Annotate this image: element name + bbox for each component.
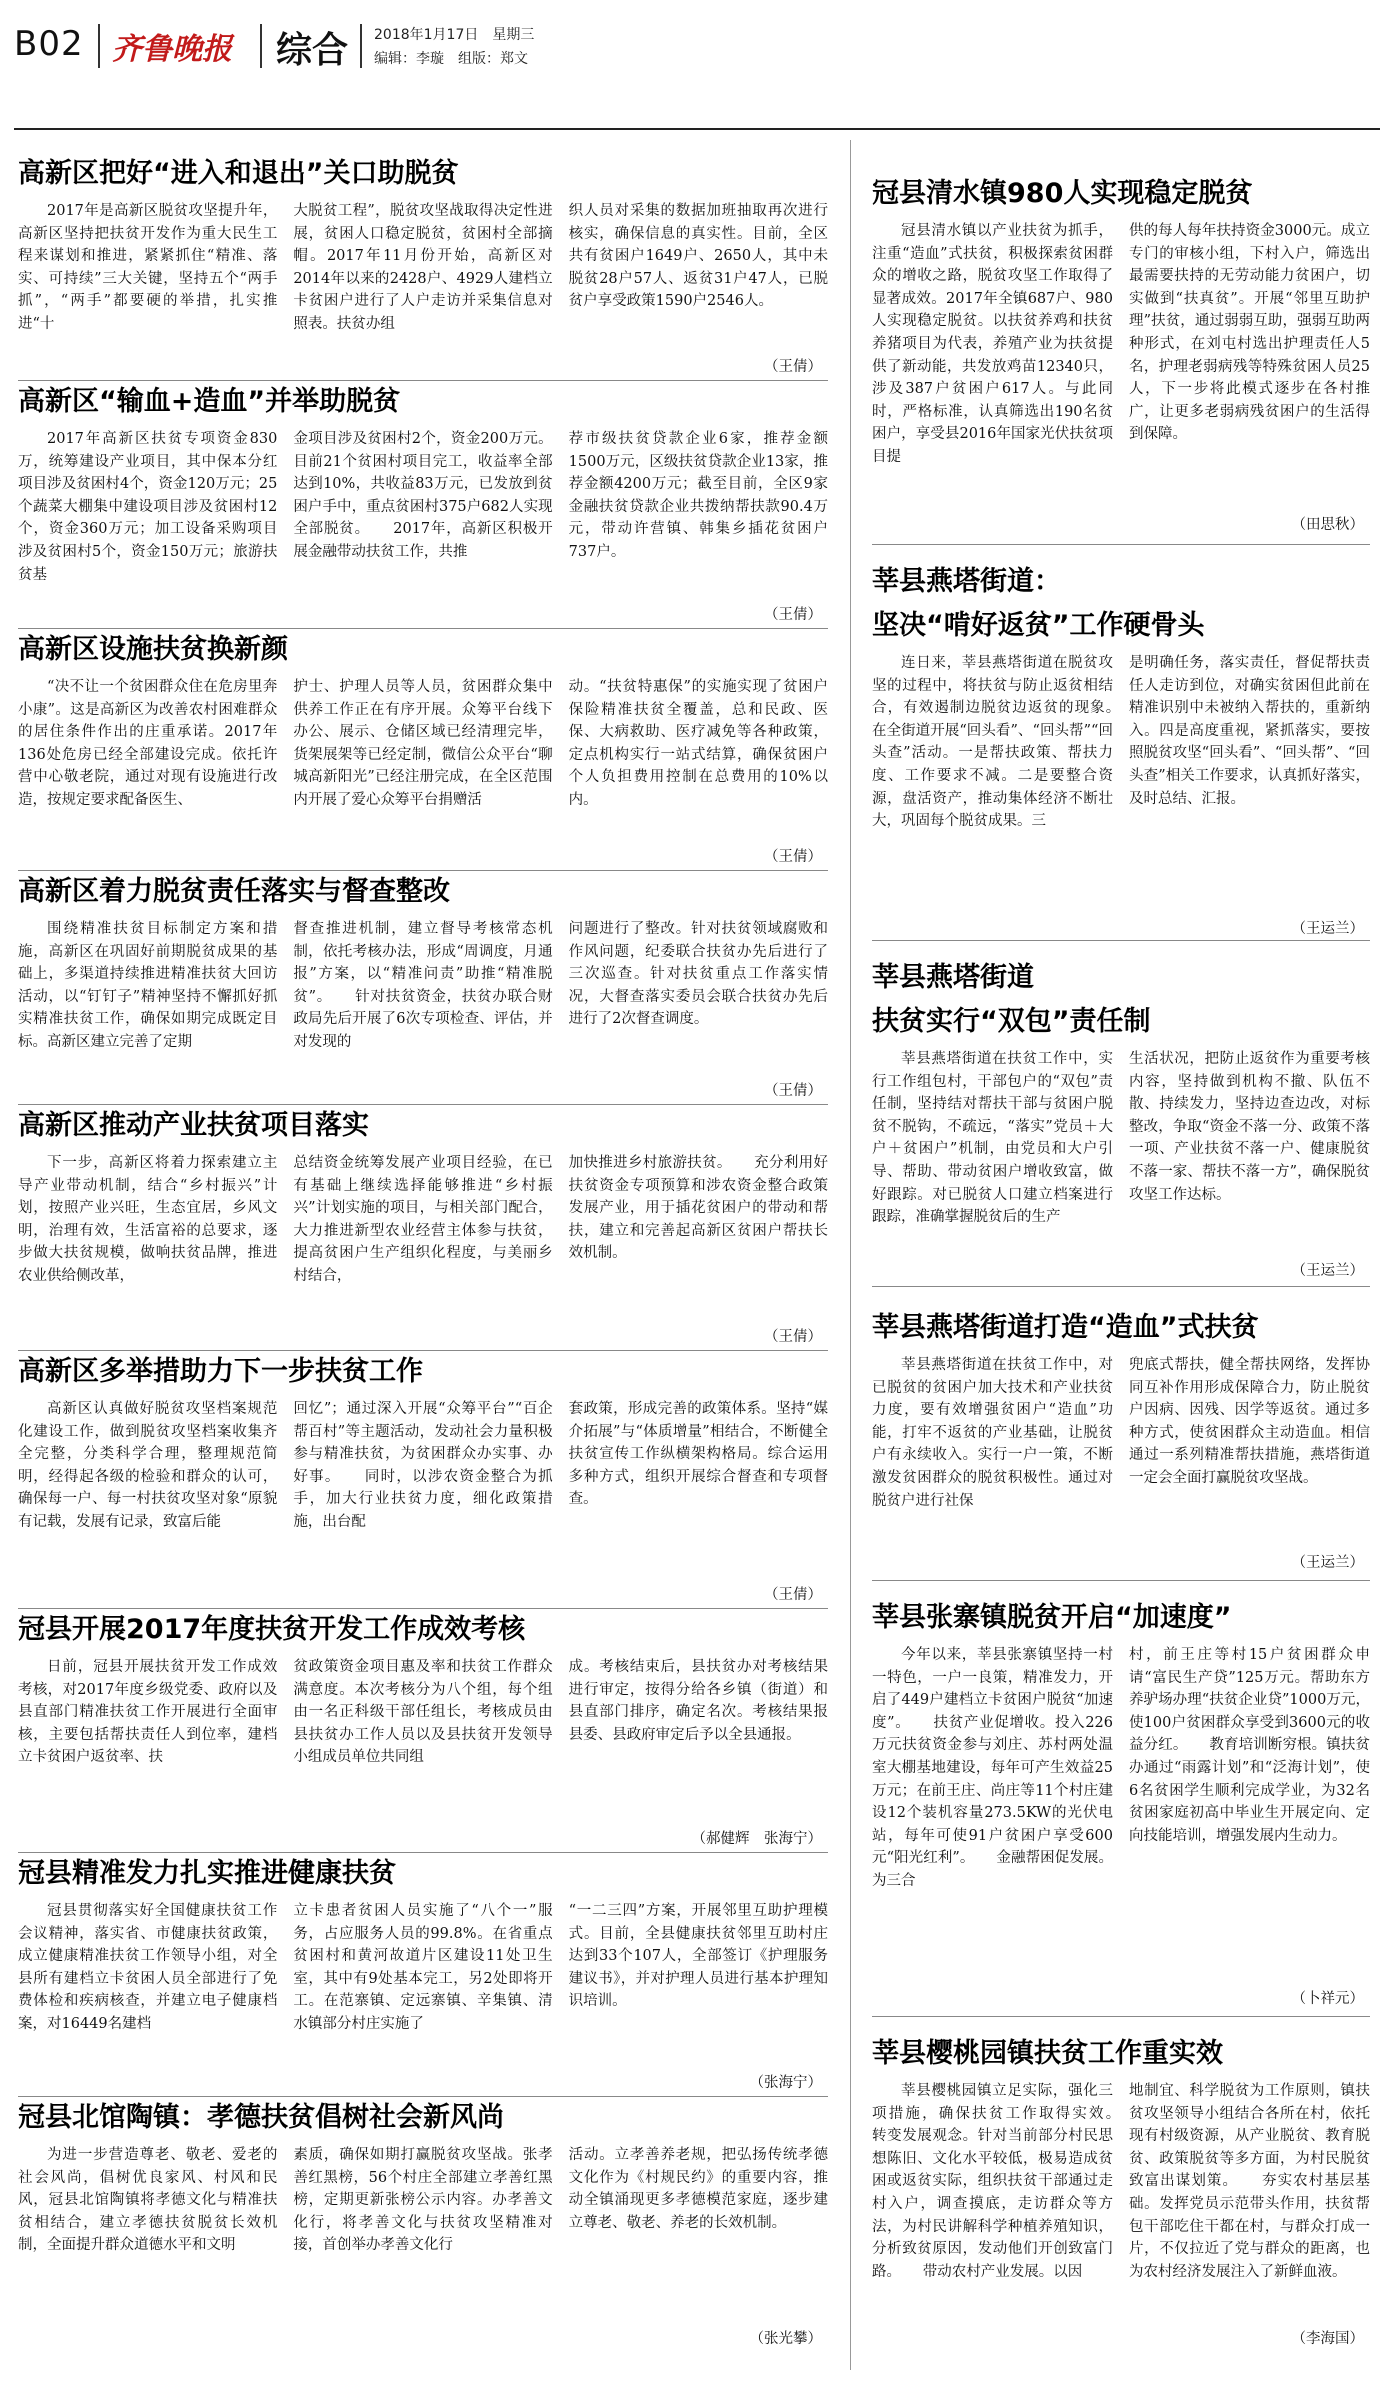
article-author: （李海国） xyxy=(1286,2328,1365,2350)
article-title: 高新区多举措助力下一步扶贫工作 xyxy=(18,1356,423,1387)
article-divider xyxy=(872,1286,1370,1287)
article-column: 护士、护理人员等人员，贫困群众集中供养工作正在有序开展。众筹平台线下办公、展示、仓储区域已经清理完毕，货架展架等已经定制，微信公众平台“聊城高新阳光”已经注册完成，在全区范围内开展了爱心众筹平台捐赠活 xyxy=(293,679,553,808)
article-title: 莘县燕塔街道打造“造血”式扶贫 xyxy=(872,1312,1259,1343)
article-author: （王运兰） xyxy=(1286,918,1365,940)
article-body xyxy=(18,200,828,376)
article xyxy=(18,1354,828,1606)
article-column: 金项目涉及贫困村2个，资金200万元。目前21个贫困村项目完工，收益率全部达到10%，共收益83万元，已发放到贫困户手中，重点贫困村375户682人实现全部脱贫。 2017年，高新区积极开展金融带动扶贫工作，共推 xyxy=(293,431,553,560)
article xyxy=(872,960,1370,1282)
article-divider xyxy=(18,628,828,629)
article xyxy=(18,632,828,868)
article-author: （郝健辉 张海宁） xyxy=(686,1828,823,1850)
article-title: 冠县清水镇980人实现稳定脱贫 xyxy=(872,178,1253,209)
article-title: 莘县樱桃园镇扶贫工作重实效 xyxy=(872,2038,1223,2069)
article xyxy=(18,156,828,378)
article-author: （王倩） xyxy=(758,1326,822,1348)
article-title: 莘县燕塔街道： xyxy=(872,566,1061,597)
article xyxy=(18,2100,828,2350)
article-column: 今年以来，莘县张寨镇坚持一村一特色，一户一良策，精准发力，开启了449户建档立卡贫困户脱贫“加速度”。 扶贫产业促增收。投入226万元扶贫资金参与刘庄、苏村两处温室大棚基地建设，每年可产生效益25万元；在前王庄、尚庄等11个村庄建设12个装机容量273.5KW的光伏电站，每年可使91户贫困户享受600元“阳光红利”。 金融帮困促发展。为三合 xyxy=(872,1647,1113,1889)
article-subtitle: 坚决“啃好返贫”工作硬骨头 xyxy=(872,610,1205,641)
article-author: （卜祥元） xyxy=(1286,1988,1365,2010)
article-column: 问题进行了整改。针对扶贫领域腐败和作风问题，纪委联合扶贫办先后进行了三次巡查。针对扶贫重点工作落实情况，大督查落实委员会联合扶贫办先后进行了2次督查调度。 xyxy=(568,921,828,1028)
article-body xyxy=(18,2144,828,2348)
article-author: （王倩） xyxy=(758,846,822,868)
brand-logo: 齐鲁晚报 xyxy=(112,32,232,67)
article xyxy=(18,1856,828,2094)
article-column: 织人员对采集的数据加班抽取再次进行核实，确保信息的真实性。目前，全区共有贫困户1649户、2650人，其中未脱贫28户57人、返贫31户47人，已脱贫户享受政策1590户2546人。 xyxy=(568,203,828,310)
article-divider xyxy=(18,1350,828,1351)
article-title: 冠县开展2017年度扶贫开发工作成效考核 xyxy=(18,1614,526,1645)
article-column: 总结资金统筹发展产业项目经验，在已有基础上继续选择能够推进“乡村振兴”计划实施的项目，与相关部门配合，大力推进新型农业经营主体参与扶贫，提高贫困户生产组织化程度，与美丽乡村结合， xyxy=(293,1155,553,1284)
article-column: 套政策，形成完善的政策体系。坚持“媒介拓展”与“体质增量”相结合，不断健全扶贫宣传工作纵横架构格局。综合运用多种方式，组织开展综合督查和专项督查。 xyxy=(568,1401,828,1508)
article-body xyxy=(872,220,1370,534)
article-title: 莘县张寨镇脱贫开启“加速度” xyxy=(872,1602,1232,1633)
article-author: （王运兰） xyxy=(1286,1260,1365,1282)
article-column: “决不让一个贫困群众住在危房里奔小康”。这是高新区为改善农村困难群众的居住条件作出的庄重承诺。2017年136处危房已经全部建设完成。依托许营中心敬老院，通过对现有设施进行改造，按规定要求配备医生、 xyxy=(18,679,278,808)
article-body xyxy=(18,918,828,1100)
article-column: 贫政策资金项目惠及率和扶贫工作群众满意度。本次考核分为八个组，每个组由一名正科级干部任组长，考核成员由县扶贫办工作人员以及县扶贫开发领导小组成员单位共同组 xyxy=(293,1659,553,1766)
article-divider xyxy=(872,544,1370,545)
article-author: （王倩） xyxy=(758,1080,822,1102)
header-separator xyxy=(98,24,100,68)
article xyxy=(872,1310,1370,1574)
article-title: 冠县北馆陶镇：孝德扶贫倡树社会新风尚 xyxy=(18,2102,504,2133)
article-column: 为进一步营造尊老、敬老、爱老的社会风尚，倡树优良家风、村风和民风，冠县北馆陶镇将孝德文化与精准扶贫相结合，建立孝德扶贫脱贫长效机制，全面提升群众道德水平和文明 xyxy=(18,2147,278,2254)
article-author: （张海宁） xyxy=(744,2072,823,2094)
article-divider xyxy=(872,2016,1370,2017)
article xyxy=(18,1108,828,1348)
article-column: 围绕精准扶贫目标制定方案和措施，高新区在巩固好前期脱贫成果的基础上，多渠道持续推进精准扶贫大回访活动，以“钉钉子”精神坚持不懈抓好抓实精准扶贫工作，确保如期完成既定目标。高新区建立完善了定期 xyxy=(18,921,278,1050)
article-column: 冠县清水镇以产业扶贫为抓手，注重“造血”式扶贫，积极探索贫困群众的增收之路，脱贫攻坚工作取得了显著成效。2017年全镇687户、980人实现稳定脱贫。以扶贫养鸡和扶贫养猪项目为代表，养殖产业为扶贫提供了新动能，共发放鸡苗12340只，涉及387户贫困户617人。与此同时，严格标准，认真筛选出190名贫困户，享受县2016年国家光伏扶贫项目提 xyxy=(872,223,1113,465)
article-body xyxy=(872,2080,1370,2348)
article-column: 活动。立孝善养老规，把弘扬传统孝德文化作为《村规民约》的重要内容，推动全镇涌现更多孝德模范家庭，逐步建立尊老、敬老、养老的长效机制。 xyxy=(568,2147,828,2231)
article-divider xyxy=(872,940,1370,941)
article-column: 是明确任务，落实责任，督促帮扶责任人走访到位，对确实贫困但此前在精准识别中未被纳入帮扶的，重新纳入。四是高度重视，紧抓落实，要按照脱贫攻坚“回头看”、“回头帮”、“回头查”相关工作要求，认真抓好落实，及时总结、汇报。 xyxy=(1129,655,1370,807)
article-body xyxy=(872,1354,1370,1572)
article-body xyxy=(18,428,828,624)
article-author: （王倩） xyxy=(758,604,822,626)
article-column: 2017年是高新区脱贫攻坚提升年，高新区坚持把扶贫开发作为重大民生工程来谋划和推进，紧紧抓住“精准、落实、可持续”三大关键，坚持五个“两手抓”，“两手”都要硬的举措，扎实推进“十 xyxy=(18,203,278,332)
article-title: 冠县精准发力扎实推进健康扶贫 xyxy=(18,1858,396,1889)
article-column: 加快推进乡村旅游扶贫。 充分利用好扶贫资金专项预算和涉农资金整合政策发展产业，用于插花贫困户的带动和帮扶，建立和完善起高新区贫困户帮扶长效机制。 xyxy=(568,1155,828,1262)
article-author: （田思秋） xyxy=(1286,514,1365,536)
article-author: （张光攀） xyxy=(744,2328,823,2350)
section-title: 综合 xyxy=(276,30,349,71)
article-author: （王运兰） xyxy=(1286,1552,1365,1574)
article-column: 高新区认真做好脱贫攻坚档案规范化建设工作，做到脱贫攻坚档案收集齐全完整，分类科学合理，整理规范简明，经得起各级的检验和群众的认可，确保每一户、每一村扶贫攻坚对象“原貌有记载，发展有记录，致富后能 xyxy=(18,1401,278,1530)
article-title: 高新区“输血+造血”并举助脱贫 xyxy=(18,386,401,417)
header-separator xyxy=(260,24,262,68)
article-column: 素质，确保如期打赢脱贫攻坚战。张孝善红黑榜，56个村庄全部建立孝善红黑榜，定期更新张榜公示内容。办孝善文化行，将孝善文化与扶贫攻坚精准对接，首创举办孝善文化行 xyxy=(293,2147,553,2254)
article-divider xyxy=(18,380,828,381)
header-separator xyxy=(360,24,362,68)
article xyxy=(872,176,1370,536)
article-body xyxy=(18,1398,828,1604)
header-rule xyxy=(14,128,1380,130)
article-column: 连日来，莘县燕塔街道在脱贫攻坚的过程中，将扶贫与防止返贫相结合，有效遏制边脱贫边返贫的现象。 在全街道开展“回头看”、“回头帮”“回头查”活动。一是帮扶政策、帮扶力度、工作要求不减。二是要整合资源，盘活资产，推动集体经济不断壮大，巩固每个脱贫成果。三 xyxy=(872,655,1113,830)
article-divider xyxy=(18,1608,828,1609)
article-title: 高新区设施扶贫换新颜 xyxy=(18,634,288,665)
article-divider xyxy=(18,1104,828,1105)
article xyxy=(872,2036,1370,2350)
article-body xyxy=(872,652,1370,938)
issue-date: 2018年1月17日 星期三 xyxy=(374,27,535,43)
article xyxy=(872,1600,1370,2010)
column-rule xyxy=(850,140,851,2370)
article-column: 日前，冠县开展扶贫开发工作成效考核，对2017年度乡级党委、政府以及县直部门精准扶贫工作开展进行全面审核，主要包括帮扶责任人到位率，建档立卡贫困户返贫率、扶 xyxy=(18,1659,278,1766)
article-column: 下一步，高新区将着力探索建立主导产业带动机制，结合“乡村振兴”计划，按照产业兴旺，生态宜居，乡风文明，治理有效，生活富裕的总要求，逐步做大扶贫规模，做响扶贫品牌，推进农业供给侧改革， xyxy=(18,1155,278,1284)
article-title: 高新区把好“进入和退出”关口助脱贫 xyxy=(18,158,459,189)
article-column: 2017年高新区扶贫专项资金830万，统筹建设产业项目，其中保本分红项目涉及贫困村4个，资金120万元；25个蔬菜大棚集中建设项目涉及贫困村12个，资金360万元；加工设备采购项目涉及贫困村5个，资金150万元；旅游扶贫基 xyxy=(18,431,278,583)
article-column: 地制宜、科学脱贫为工作原则，镇扶贫攻坚领导小组结合各所在村，依托现有村级资源，从产业脱贫、教育脱贫、政策脱贫等多方面，为村民脱贫致富出谋划策。 夯实农村基层基础。发挥党员示范带头作用，扶贫帮包干部吃住干都在村，与群众打成一片，不仅拉近了党与群众的距离，也为农村经济发展注入了新鲜血液。 xyxy=(1129,2083,1370,2280)
article-column: 立卡患者贫困人员实施了“八个一”服务，占应服务人员的99.8%。在省重点贫困村和黄河故道片区建设11处卫生室，其中有9处基本完工，另2处即将开工。在范寨镇、定远寨镇、辛集镇、清水镇部分村庄实施了 xyxy=(293,1903,553,2032)
article xyxy=(18,874,828,1102)
article-column: 莘县燕塔街道在扶贫工作中，实行工作组包村，干部包户的“双包”责任制，坚持结对帮扶干部与贫困户脱贫不脱钩，不疏远，“落实”党员＋大户＋贫困户”机制，由党员和大户引导、帮助、带动贫困户增收致富，做好跟踪。对已脱贫人口建立档案进行跟踪，准确掌握脱贫后的生产 xyxy=(872,1051,1113,1226)
article-column: 冠县贯彻落实好全国健康扶贫工作会议精神，落实省、市健康扶贫政策，成立健康精准扶贫工作领导小组，对全县所有建档立卡贫困人员全部进行了免费体检和疾病核查，并建立电子健康档案，对16449名建档 xyxy=(18,1903,278,2032)
article-body xyxy=(18,1152,828,1346)
article-divider xyxy=(872,1580,1370,1581)
page-number: B02 xyxy=(14,24,84,64)
article-column: 生活状况，把防止返贫作为重要考核内容，坚持做到机构不撤、队伍不散、持续发力，坚持边查边改，对标整改，争取“资金不落一分、政策不落一项、产业扶贫不落一户、健康脱贫不落一家、帮扶不落一方”，确保脱贫攻坚工作达标。 xyxy=(1129,1051,1370,1203)
article-body xyxy=(872,1048,1370,1278)
article-subtitle: 扶贫实行“双包”责任制 xyxy=(872,1006,1151,1037)
article xyxy=(872,564,1370,940)
article-column: 兜底式帮扶，健全帮扶网络，发挥协同互补作用形成保障合力，防止脱贫户因病、因残、因学等返贫。通过多种方式，使贫困群众主动造血。相信通过一系列精准帮扶措施，燕塔街道一定会全面打赢脱贫攻坚战。 xyxy=(1129,1357,1370,1486)
article-title: 高新区着力脱贫责任落实与督查整改 xyxy=(18,876,450,907)
article-column: 荐市级扶贫贷款企业6家，推荐金额1500万元，区级扶贫贷款企业13家，推荐金额4200万元；截至目前，全区9家金融扶贫贷款企业共拨纳帮扶款90.4万元，带动许营镇、韩集乡插花贫困户737户。 xyxy=(568,431,828,560)
article-column: 莘县樱桃园镇立足实际，强化三项措施，确保扶贫工作取得实效。 转变发展观念。针对当前部分村民思想陈旧、文化水平较低，极易造成贫困或返贫实际，组织扶贫干部通过走村入户，调查摸底，走访群众等方法，为村民讲解科学种植养殖知识，分析致贫原因，发动他们开创致富门路。 带动农村产业发展。以因 xyxy=(872,2083,1113,2280)
article-column: 村，前王庄等村15户贫困群众申请“富民生产贷”125万元。帮助东方养驴场办理“扶贫企业贷”1000万元，使100户贫困群众享受到3600元的收益分红。 教育培训断穷根。镇扶贫办通过“雨露计划”和“泛海计划”，使6名贫困学生顺利完成学业，为32名贫困家庭初高中毕业生开展定向、定向技能培训，增强发展内生动力。 xyxy=(1129,1647,1370,1844)
article-column: 动。“扶贫特惠保”的实施实现了贫困户保险精准扶贫全覆盖，总和民政、医保、大病救助、医疗减免等各种政策，定点机构实行一站式结算，确保贫困户个人负担费用控制在总费用的10%以内。 xyxy=(568,679,828,808)
article-divider xyxy=(18,870,828,871)
article xyxy=(18,1612,828,1850)
editor-credits: 编辑：李璇 组版：郑文 xyxy=(374,51,528,67)
page-header xyxy=(14,18,1380,76)
article-body xyxy=(872,1644,1370,2008)
article-column: 莘县燕塔街道在扶贫工作中，对已脱贫的贫困户加大技术和产业扶贫力度，要有效增强贫困户“造血”功能，打牢不返贫的产业基础，让脱贫户有永续收入。实行一户一策，不断激发贫困群众的脱贫积极性。通过对脱贫户进行社保 xyxy=(872,1357,1113,1509)
article-column: 督查推进机制，建立督导考核常态机制，依托考核办法，形成“周调度，月通报”方案，以“精准问责”助推“精准脱贫”。 针对扶贫资金，扶贫办联合财政局先后开展了6次专项检查、评估，并对发现的 xyxy=(293,921,553,1050)
article-title: 莘县燕塔街道 xyxy=(872,962,1034,993)
article-title: 高新区推动产业扶贫项目落实 xyxy=(18,1110,369,1141)
article-body xyxy=(18,676,828,866)
article xyxy=(18,384,828,626)
article-column: 成。考核结束后，县扶贫办对考核结果进行审定，按得分给各乡镇（街道）和县直部门排序，确定名次。考核结果报县委、县政府审定后予以全县通报。 xyxy=(568,1659,828,1743)
article-body xyxy=(18,1900,828,2092)
article-author: （王倩） xyxy=(758,356,822,378)
article-column: “一二三四”方案，开展邻里互助护理模式。目前，全县健康扶贫邻里互助村庄达到33个107人，全部签订《护理服务建议书》，并对护理人员进行基本护理知识培训。 xyxy=(568,1903,828,2010)
article-divider xyxy=(18,1852,828,1853)
article-column: 供的每人每年扶持资金3000元。成立专门的审核小组，下村入户，筛选出最需要扶持的无劳动能力贫困户，切实做到“扶真贫”。开展“邻里互助护理”扶贫，通过弱弱互助，强弱互助两种形式，在刘屯村选出护理责任人5名，护理老弱病残等特殊贫困人员25人，下一步将此模式逐步在各村推广，让更多老弱病残贫困户的生活得到保障。 xyxy=(1129,223,1370,443)
article-author: （王倩） xyxy=(758,1584,822,1606)
article-column: 回忆”；通过深入开展“众筹平台”“百企帮百村”等主题活动，发动社会力量积极参与精准扶贫，为贫困群众办实事、办好事。 同时，以涉农资金整合为抓手，加大行业扶贫力度，细化政策措施，出台配 xyxy=(293,1401,553,1530)
article-body xyxy=(18,1656,828,1848)
article-column: 大脱贫工程”，脱贫攻坚战取得决定性进展，贫困人口稳定脱贫，贫困村全部摘帽。2017年11月份开始，高新区对2014年以来的2428户、4929人建档立卡贫困户进行了人户走访并采集信息对照表。扶贫办组 xyxy=(293,203,553,332)
article-divider xyxy=(18,2096,828,2097)
